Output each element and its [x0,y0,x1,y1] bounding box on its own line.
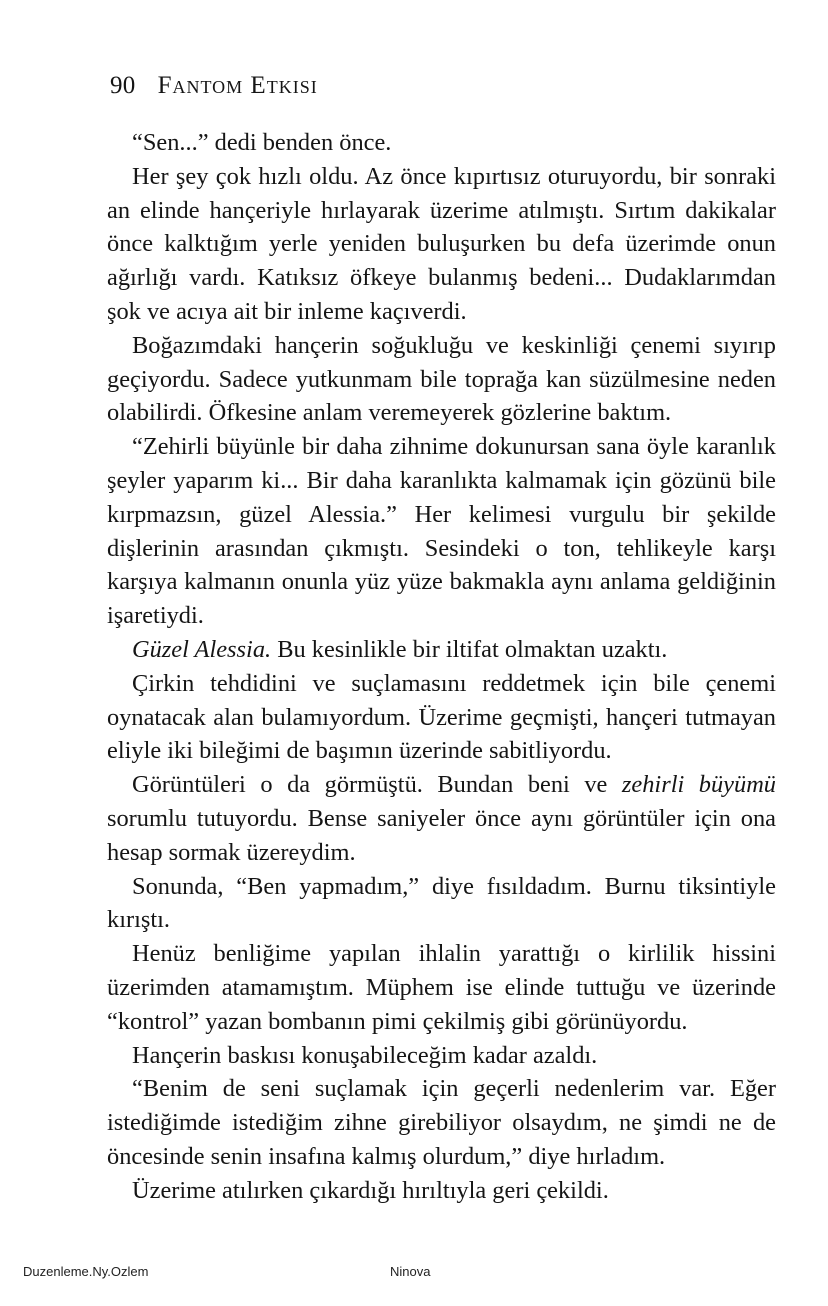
paragraph: Her şey çok hızlı oldu. Az önce kıpırtısız oturuyordu, bir sonraki an elinde hançeriyle hırlayarak üzerime atılmıştı. Sırtım dakikalar önce kalktığım yerle yeniden buluşurken bu defa üzerimde onun ağırlığı vardı. Katıksız öfkeye bulanmış bedeni... Dudaklarımdan şok ve acıya ait bir inleme kaçıverdi. [107,162,776,325]
italic-phrase: Güzel Alessia. [132,635,272,663]
page-number: 90 [110,72,136,99]
paragraph: Çirkin tehdidini ve suçlamasını reddetmek için bile çenemi oynatacak alan bulamıyordum. Üzerime geçmişti, hançeri tutmayan eliyle iki bileğimi de başımın üzerinde sabitliyordu. [107,669,776,765]
paragraph: “Benim de seni suçlamak için geçerli nedenlerim var. Eğer istediğimde istediğim zihne girebiliyor olsaydım, ne şimdi ne de öncesinde senin insafına kalmış olurdum,” diye hırladım. [107,1075,776,1170]
paragraph: Güzel Alessia. Bu kesinlikle bir iltifat olmaktan uzaktı. [132,635,668,663]
paragraph: Sonunda, “Ben yapmadım,” diye fısıldadım. Burnu tiksintiyle kırıştı. [107,872,776,934]
running-header [110,72,318,100]
paragraph: Hançerin baskısı konuşabileceğim kadar azaldı. [132,1041,598,1069]
paragraph: Üzerime atılırken çıkardığı hırıltıyla geri çekildi. [132,1176,609,1204]
italic-phrase: zehirli büyümü [621,771,776,799]
paragraph: Henüz benliğime yapılan ihlalin yarattığı o kirlilik hissini üzerimden atamamıştım. Müphem ise elinde tuttuğu ve üzerinde “kontrol” yazan bombanın pimi çekilmiş gibi görünüyordu. [107,940,776,1035]
paragraph: Boğazımdaki hançerin soğukluğu ve keskinliği çenemi sıyırıp geçiyordu. Sadece yutkunmam bile toprağa kan süzülmesine neden olabilirdi. Öfkesine anlam veremeyerek gözlerine baktım. [107,331,776,427]
paragraph: Görüntüleri o da görmüştü. Bundan beni ve zehirli büyümü sorumlu tutuyordu. Bense saniyeler önce aynı görüntüler için ona hesap sormak üzereydim. [107,771,776,866]
footer-credit: Duzenleme.Ny.Ozlem [23,1264,149,1279]
footer-publisher: Ninova [390,1264,431,1279]
paragraph: “Sen...” dedi benden önce. [132,129,392,156]
body-text [107,126,776,1208]
book-title: Fantom Etkisi [157,72,318,99]
paragraph: “Zehirli büyünle bir daha zihnime dokunursan sana öyle karanlık şeyler yaparım ki... Bir daha karanlıkta kalmamak için gözünü bile kırpmazsın, güzel Alessia.” Her kelimesi vurgulu bir şekilde dişlerinin arasından çıkmıştı. Sesindeki o ton, tehlikeyle karşı karşıya kalmanın onunla yüz yüze bakmakla aynı anlama geldiğinin işaretiydi. [107,433,776,630]
